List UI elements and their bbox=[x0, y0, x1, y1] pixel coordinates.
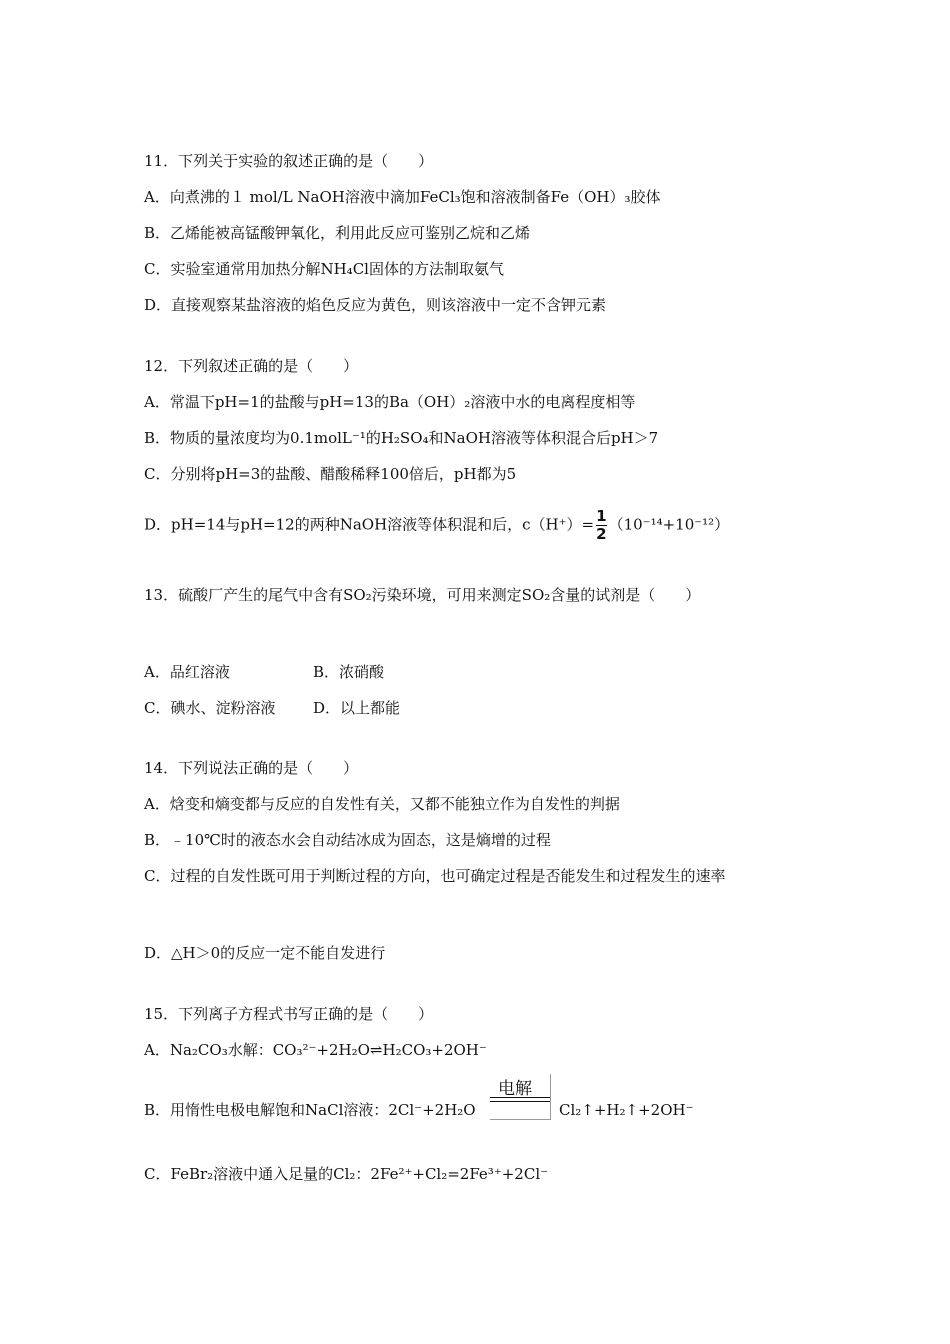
q14-option-a: A．焓变和熵变都与反应的自发性有关，又都不能独立作为自发性的判据 bbox=[144, 795, 620, 813]
q11-option-c: C．实验室通常用加热分解NH₄Cl固体的方法制取氨气 bbox=[144, 260, 504, 278]
q14-option-c: C．过程的自发性既可用于判断过程的方向，也可确定过程是否能发生和过程发生的速率 bbox=[144, 867, 726, 885]
q12-option-c: C．分别将pH=3的盐酸、醋酸稀释100倍后，pH都为5 bbox=[144, 465, 517, 483]
electrolysis-label: 电解 bbox=[498, 1079, 532, 1099]
fraction-one-half bbox=[596, 509, 606, 542]
fraction-numerator: 1 bbox=[596, 507, 607, 525]
q13-option-c: C．碘水、淀粉溶液 bbox=[144, 699, 276, 717]
q14-option-b: B．﹣10℃时的液态水会自动结冰成为固态，这是熵增的过程 bbox=[144, 831, 551, 849]
q14-stem: 14．下列说法正确的是（ ） bbox=[144, 759, 359, 777]
fraction-denominator: 2 bbox=[596, 525, 607, 543]
q11-stem: 11．下列关于实验的叙述正确的是（ ） bbox=[144, 152, 434, 170]
q12-option-d bbox=[144, 509, 729, 542]
q15-stem: 15．下列离子方程式书写正确的是（ ） bbox=[144, 1005, 434, 1023]
q11-option-b: B．乙烯能被高锰酸钾氧化，利用此反应可鉴别乙烷和乙烯 bbox=[144, 224, 531, 242]
q15-option-b-right: Cl₂↑+H₂↑+2OH⁻ bbox=[559, 1101, 694, 1119]
q12-stem: 12．下列叙述正确的是（ ） bbox=[144, 357, 359, 375]
electrolysis-condition-arrow bbox=[490, 1074, 551, 1120]
q13-stem: 13．硫酸厂产生的尾气中含有SO₂污染环境，可用来测定SO₂含量的试剂是（ ） bbox=[144, 586, 701, 604]
q13-option-a: A．品红溶液 bbox=[144, 663, 230, 681]
q11-option-d: D．直接观察某盐溶液的焰色反应为黄色，则该溶液中一定不含钾元素 bbox=[144, 296, 607, 314]
q12-d-text: D．pH=14与pH=12的两种NaOH溶液等体积混和后，c（H⁺）= bbox=[144, 515, 595, 534]
q15-option-c: C．FeBr₂溶液中通入足量的Cl₂：2Fe²⁺+Cl₂=2Fe³⁺+2Cl⁻ bbox=[144, 1165, 549, 1183]
q12-option-a: A．常温下pH=1的盐酸与pH=13的Ba（OH）₂溶液中水的电离程度相等 bbox=[144, 393, 636, 411]
q15-option-a: A．Na₂CO₃水解：CO₃²⁻+2H₂O⇌H₂CO₃+2OH⁻ bbox=[144, 1041, 487, 1059]
q13-option-b: B．浓硝酸 bbox=[313, 663, 385, 681]
q13-option-d: D．以上都能 bbox=[313, 699, 401, 717]
q12-option-b: B．物质的量浓度均为0.1molL⁻¹的H₂SO₄和NaOH溶液等体积混合后pH＞7 bbox=[144, 429, 659, 447]
q15-option-b-left: B．用惰性电极电解饱和NaCl溶液：2Cl⁻+2H₂O bbox=[144, 1101, 476, 1119]
q11-option-a: A．向煮沸的１ mol/L NaOH溶液中滴加FeCl₃饱和溶液制备Fe（OH）₃胶体 bbox=[144, 188, 661, 206]
q14-option-d: D．△H＞0的反应一定不能自发进行 bbox=[144, 944, 386, 962]
q12-d-tail: （10⁻¹⁴+10⁻¹²） bbox=[608, 515, 730, 534]
